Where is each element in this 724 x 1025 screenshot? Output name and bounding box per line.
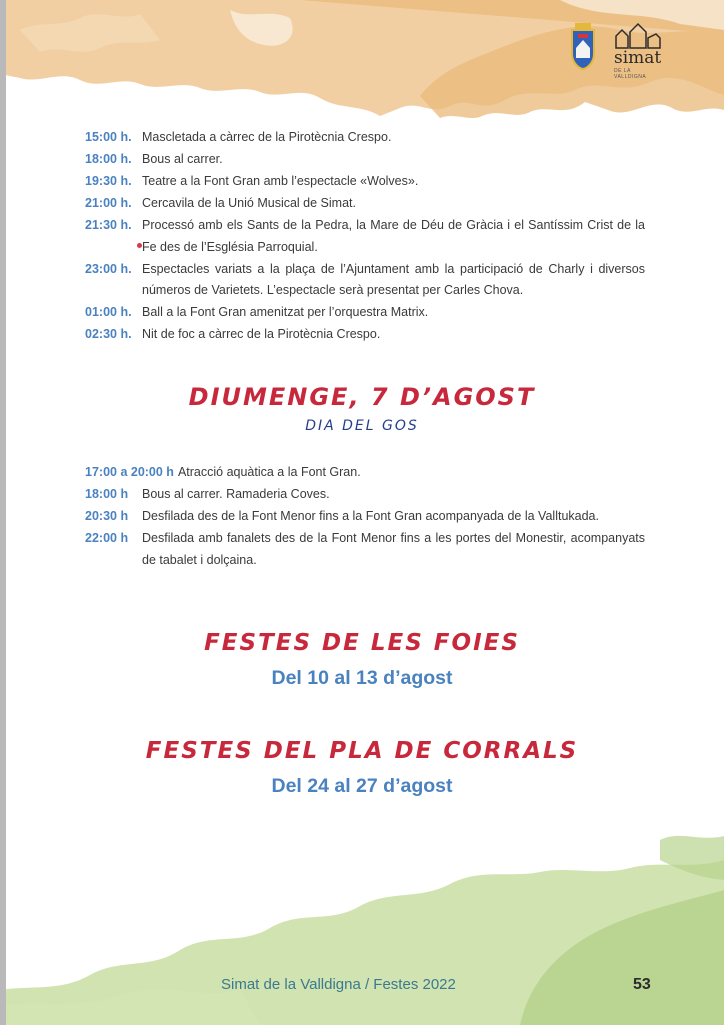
schedule-row [85,259,645,302]
schedule-text: Atracció aquàtica a la Font Gran. [177,465,361,479]
schedule-text: Bous al carrer. [142,152,223,166]
schedule-row [85,462,645,484]
schedule-row [85,302,645,324]
schedule-time: 17:00 a 20:00 h [85,465,174,479]
schedule-saturday [85,127,645,346]
simat-crest-icon [566,20,600,70]
schedule-text: Desfilada des de la Font Menor fins a la Font Gran acompanyada de la Valltukada. [142,509,599,523]
schedule-time: 18:00 h. [85,152,132,166]
simat-word: simat [614,48,662,68]
simat-brand-logo [612,20,664,80]
schedule-text: Mascletada a càrrec de la Pirotècnia Crespo. [142,130,392,144]
page-number: 53 [633,976,651,993]
schedule-text: Espectacles variats a la plaça de l’Ajuntament amb la participació de Charly i diversos números de Varietets. L’espectacle serà presentat per Carles Chova. [142,261,645,297]
footer-text: Simat de la Valldigna / Festes 2022 [221,976,456,993]
schedule-time: 23:00 h. [85,261,132,276]
festes-corrals-title: FESTES DEL PLA DE CORRALS [145,738,579,764]
page-left-edge [0,0,6,1025]
schedule-text: Bous al carrer. Ramaderia Coves. [142,487,330,501]
schedule-row [85,484,645,506]
schedule-sunday [85,462,645,572]
schedule-text: Processó amb els Sants de la Pedra, la Mare de Déu de Gràcia i el Santíssim Crist de la Fe des de l’Església Parroquial. [142,218,645,254]
schedule-time: 20:30 h [85,509,129,523]
schedule-time: 15:00 h. [85,130,132,144]
schedule-row [85,127,645,149]
schedule-text: Teatre a la Font Gran amb l’espectacle «Wolves». [142,174,419,188]
red-dot-mark [137,243,142,248]
schedule-time: 18:00 h [85,487,129,501]
schedule-text: Desfilada amb fanalets des de la Font Menor fins a les portes del Monestir, acompanyats de tabalet i dolçaina. [142,531,645,567]
schedule-row [85,193,645,215]
schedule-time: 21:30 h. [85,218,132,232]
simat-building-icon [612,20,664,50]
logos [566,20,666,80]
schedule-time: 02:30 h. [85,327,132,341]
schedule-row [85,324,645,346]
festes-foies-title: FESTES DE LES FOIES [204,630,520,656]
festes-foies-dates: Del 10 al 13 d’agost [271,667,453,689]
schedule-text: Ball a la Font Gran amenitzat per l’orquestra Matrix. [142,305,429,319]
schedule-text: Cercavila de la Unió Musical de Simat. [142,196,356,210]
schedule-row [85,506,645,528]
schedule-time: 22:00 h [85,531,129,545]
schedule-row [85,149,645,171]
schedule-row [85,215,645,258]
simat-subtitle: DE LA VALLDIGNA [614,68,647,80]
day-heading: DIUMENGE, 7 D’AGOST [188,383,536,411]
schedule-row [85,171,645,193]
schedule-row [85,528,645,571]
schedule-time: 21:00 h. [85,196,132,210]
schedule-text: Nit de foc a càrrec de la Pirotècnia Crespo. [142,327,381,341]
schedule-time: 19:30 h. [85,174,132,188]
day-subheading: DIA DEL GOS [305,418,419,434]
schedule-time: 01:00 h. [85,305,132,319]
festes-corrals-dates: Del 24 al 27 d’agost [271,775,453,797]
